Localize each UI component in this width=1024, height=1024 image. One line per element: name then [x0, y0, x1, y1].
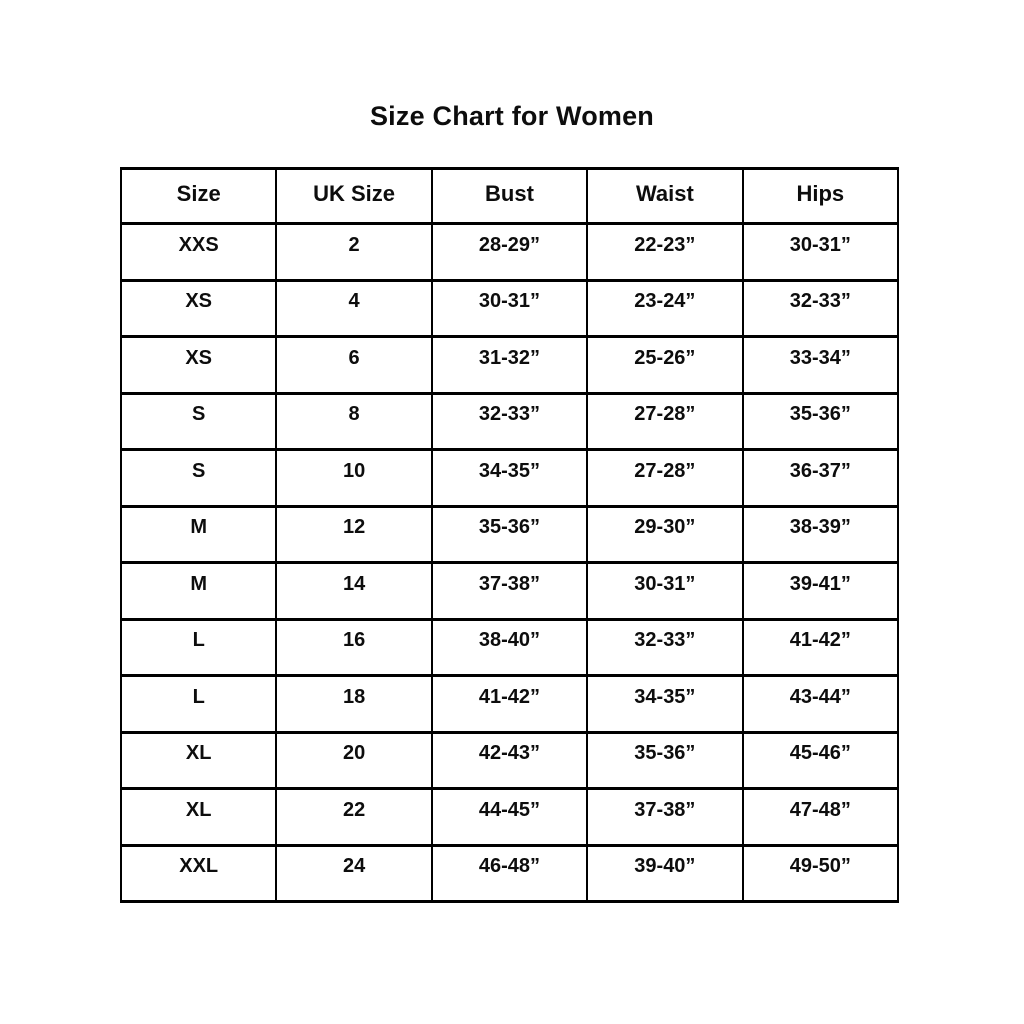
table-cell: XL — [121, 789, 276, 846]
table-cell: 43-44” — [743, 676, 898, 733]
table-cell: 38-39” — [743, 506, 898, 563]
table-cell: 30-31” — [743, 224, 898, 281]
table-cell: 22 — [276, 789, 431, 846]
table-row — [121, 732, 898, 789]
column-header-size: Size — [121, 169, 276, 224]
table-cell: 35-36” — [743, 393, 898, 450]
table-header-row — [121, 169, 898, 224]
table-cell: 4 — [276, 280, 431, 337]
table-cell: XXS — [121, 224, 276, 281]
table-row — [121, 676, 898, 733]
table-cell: 36-37” — [743, 450, 898, 507]
table-cell: 2 — [276, 224, 431, 281]
table-cell: 39-41” — [743, 563, 898, 620]
table-cell: XS — [121, 280, 276, 337]
table-cell: 12 — [276, 506, 431, 563]
table-cell: 22-23” — [587, 224, 742, 281]
table-row — [121, 506, 898, 563]
table-row — [121, 619, 898, 676]
table-row — [121, 845, 898, 902]
table-cell: 24 — [276, 845, 431, 902]
table-cell: 10 — [276, 450, 431, 507]
table-row — [121, 337, 898, 394]
table-cell: 35-36” — [587, 732, 742, 789]
table-cell: L — [121, 619, 276, 676]
table-cell: 44-45” — [432, 789, 587, 846]
table-cell: 32-33” — [587, 619, 742, 676]
table-cell: 47-48” — [743, 789, 898, 846]
table-cell: 27-28” — [587, 450, 742, 507]
table-cell: 49-50” — [743, 845, 898, 902]
table-cell: 41-42” — [432, 676, 587, 733]
table-cell: S — [121, 393, 276, 450]
table-cell: S — [121, 450, 276, 507]
size-chart-table — [120, 167, 899, 903]
table-cell: 8 — [276, 393, 431, 450]
table-cell: 45-46” — [743, 732, 898, 789]
column-header-bust: Bust — [432, 169, 587, 224]
column-header-uk-size: UK Size — [276, 169, 431, 224]
table-cell: 25-26” — [587, 337, 742, 394]
table-cell: 41-42” — [743, 619, 898, 676]
table-cell: 37-38” — [587, 789, 742, 846]
table-cell: 32-33” — [432, 393, 587, 450]
table-cell: 30-31” — [587, 563, 742, 620]
table-row — [121, 224, 898, 281]
table-cell: XXL — [121, 845, 276, 902]
page-title: Size Chart for Women — [369, 101, 655, 131]
table-cell: 27-28” — [587, 393, 742, 450]
column-header-waist: Waist — [587, 169, 742, 224]
table-cell: 37-38” — [432, 563, 587, 620]
table-cell: 16 — [276, 619, 431, 676]
table-cell: 23-24” — [587, 280, 742, 337]
table-cell: 6 — [276, 337, 431, 394]
table-cell: M — [121, 563, 276, 620]
table-cell: 34-35” — [587, 676, 742, 733]
table-cell: 30-31” — [432, 280, 587, 337]
column-header-hips: Hips — [743, 169, 898, 224]
table-cell: 18 — [276, 676, 431, 733]
table-cell: XL — [121, 732, 276, 789]
table-cell: 46-48” — [432, 845, 587, 902]
table-row — [121, 563, 898, 620]
table-row — [121, 280, 898, 337]
table-cell: M — [121, 506, 276, 563]
table-cell: 35-36” — [432, 506, 587, 563]
table-row — [121, 450, 898, 507]
table-cell: 33-34” — [743, 337, 898, 394]
table-cell: 34-35” — [432, 450, 587, 507]
table-cell: 14 — [276, 563, 431, 620]
table-cell: 32-33” — [743, 280, 898, 337]
table-row — [121, 789, 898, 846]
table-row — [121, 393, 898, 450]
table-cell: 20 — [276, 732, 431, 789]
table-cell: 39-40” — [587, 845, 742, 902]
table-cell: 29-30” — [587, 506, 742, 563]
table-header — [121, 169, 898, 224]
table-cell: 31-32” — [432, 337, 587, 394]
table-cell: 38-40” — [432, 619, 587, 676]
table-cell: 42-43” — [432, 732, 587, 789]
size-table-body — [121, 224, 898, 902]
table-cell: XS — [121, 337, 276, 394]
table-cell: L — [121, 676, 276, 733]
table-cell: 28-29” — [432, 224, 587, 281]
